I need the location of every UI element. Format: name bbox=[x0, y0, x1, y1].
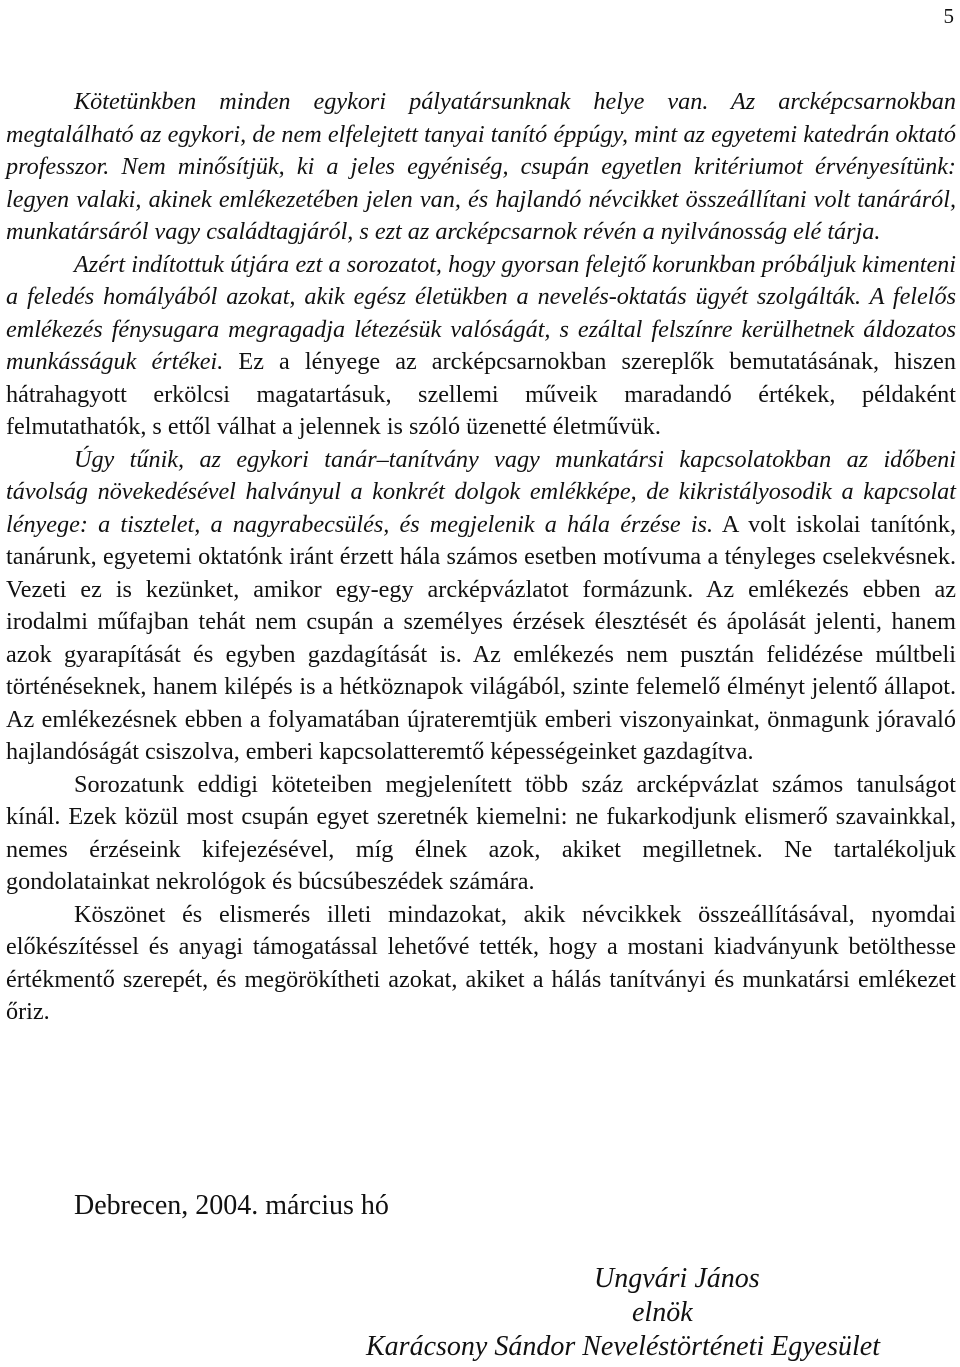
signatory-role: elnök bbox=[632, 1297, 693, 1328]
paragraph-run: Ez a lényege az arcképcsarnokban szereplők bemutatásának, hiszen hátrahagyott erkölcsi magatartásuk, szellemi műveik maradandó értékek, példaként felmutathatók, s ettől válhat a jelennek is szóló üzenetté életművük. bbox=[6, 348, 956, 440]
signature-block bbox=[360, 1262, 930, 1364]
paragraph-run: Köszönet és elismerés illeti mindazokat, akik névcikkek összeállításával, nyomdai előkészítéssel és anyagi támogatással lehetővé tették, hogy a mostani kiadványunk betölthesse értékmentő szerepét, és megörökítheti azokat, akiket a hálás tanítványi és munkatársi emlékezet őriz. bbox=[6, 900, 956, 1025]
paragraph-3 bbox=[6, 444, 956, 769]
paragraph-run: A volt iskolai tanítónk, tanárunk, egyetemi oktatónk iránt érzett hála számos esetben motívuma a tényleges cselekvésnek. Vezeti ez is kezünket, amikor egy-egy arcképvázlatot formázunk. Az emlékezés ebben az irodalmi műfajban tehát nem csupán a személyes érzések élesztését és ápolását jelenti, hanem azok gyarapítását és egyben gazdagítását is. Az emlékezés nem pusztán felidézése múltbeli történéseknek, hanem kilépés is a hétköznapok világából, szinte felemelő élményt jelentő állapot. Az emlékezésnek ebben a folyamatában újrateremtjük emberi viszonyainkat, önmagunk jóravaló hajlandóságát csiszolva, emberi kapcsolatteremtő képességeinket gazdagítva. bbox=[6, 510, 956, 765]
paragraph-run: Kötetünkben minden egykori pályatársunknak helye van. Az arcképcsarnokban megtalálható az egykori, de nem elfelejtett tanyai tanító éppúgy, mint az egyetemi katedrán oktató professzor. Nem minősítjük, ki a jeles egyéniség, csupán egyetlen kritériumot érvényesítünk: legyen valaki, akinek emlékezetében jelen van, és hajlandó névcikket összeállítani volt tanáráról, munkatársáról vagy családtagjáról, s ezt az arcképcsarnok révén a nyilvánosság elé tárja. bbox=[6, 88, 956, 245]
paragraph-4 bbox=[6, 769, 956, 899]
paragraph-run: Sorozatunk eddigi köteteiben megjelenített több száz arcképvázlat számos tanulságot kínál. Ezek közül most csupán egyet szeretnék kiemelni: ne fukarkodjunk elismerő szavainkkal, nemes érzéseink kifejezésével, míg élnek azok, akiket megilletnek. Ne tartalékoljuk gondolatainkat nekrológok és búcsúbeszédek számára. bbox=[6, 770, 956, 895]
paragraph-2 bbox=[6, 249, 956, 444]
paragraph-run: Úgy tűnik, az egykori tanár–tanítvány vagy munkatársi kapcsolatokban az időbeni távolság növekedésével halványul a konkrét dolgok emlékképe, de kikristályosodik a kapcsolat lényege: a tisztelet, a nagyrabecsülés, és megjelenik a hála érzése is. bbox=[6, 445, 956, 538]
signatory-name: Ungvári János bbox=[594, 1263, 760, 1294]
body-text bbox=[6, 86, 956, 1029]
paragraph-1 bbox=[6, 86, 956, 249]
page-number: 5 bbox=[943, 4, 954, 28]
paragraph-run: Azért indítottuk útjára ezt a sorozatot, hogy gyorsan felejtő korunkban próbáljuk kimenteni a feledés homályából azokat, akik egész életükben a nevelés-oktatás ügyét szolgálták. A felelős emlékezés fénysugara megragadja létezésük valóságát, s ezáltal felszínre kerülhetnek áldozatos munkásságuk értékei. bbox=[6, 250, 956, 375]
organization-name: Karácsony Sándor Neveléstörténeti Egyesület bbox=[366, 1331, 880, 1362]
paragraph-5 bbox=[6, 899, 956, 1029]
place-date: Debrecen, 2004. március hó bbox=[74, 1190, 389, 1221]
